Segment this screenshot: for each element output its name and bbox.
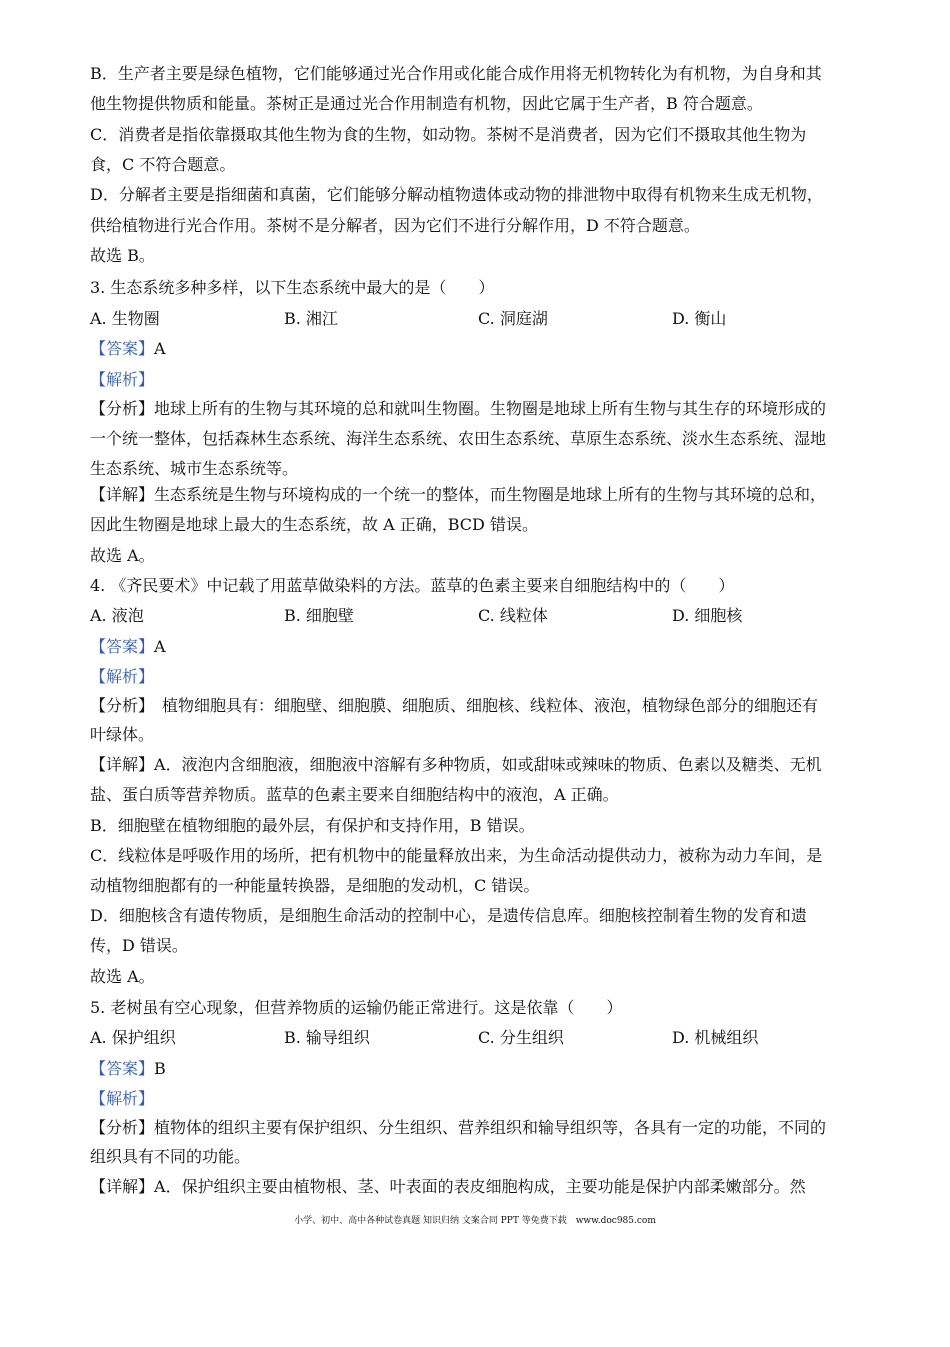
q4-option-b-explain: B．细胞壁在植物细胞的最外层，有保护和支持作用，B 错误。 <box>90 816 535 835</box>
q4-xiangjie-line1 <box>90 754 822 776</box>
q3-fenxi-line2: 一个统一整体，包括森林生态系统、海洋生态系统、农田生态系统、草原生态系统、淡水生态系统、湿地 <box>90 429 827 448</box>
q5-analysis-heading <box>90 1088 154 1110</box>
q3-fenxi-text: 地球上所有的生物与其环境的总和就叫生物圈。生物圈是地球上所有生物与其生存的环境形成的 <box>154 399 827 418</box>
prev-option-b-line1: B．生产者主要是绿色植物，它们能够通过光合作用或化能合成作用将无机物转化为有机物，为自身和其 <box>90 64 822 83</box>
analysis-tag: 【解析】 <box>90 667 155 686</box>
q5-option-b: B. 输导组织 <box>284 1028 370 1047</box>
q4-conclusion: 故选 A。 <box>90 967 155 986</box>
q5-stem: 5. 老树虽有空心现象，但营养物质的运输仍能正常进行。这是依靠（ ） <box>90 998 623 1017</box>
prev-option-c-line2: 食，C 不符合题意。 <box>90 155 236 174</box>
q3-fenxi-line1 <box>90 398 826 420</box>
q5-fenxi-line2: 组织具有不同的功能。 <box>90 1147 251 1166</box>
xiangjie-tag: 【详解】 <box>90 755 155 774</box>
q3-stem: 3. 生态系统多种多样，以下生态系统中最大的是（ ） <box>90 278 495 297</box>
q3-conclusion: 故选 A。 <box>90 546 155 565</box>
q5-fenxi-line1 <box>90 1117 826 1139</box>
q5-option-c: C. 分生组织 <box>478 1028 564 1047</box>
q4-answer <box>90 636 166 658</box>
prev-option-b-line2: 他生物提供物质和能量。茶树正是通过光合作用制造有机物，因此它属于生产者，B 符合题意。 <box>90 94 763 113</box>
prev-option-c-line1: C．消费者是指依靠摄取其他生物为食的生物，如动物。茶树不是消费者，因为它们不摄取其他生物为 <box>90 125 807 144</box>
answer-tag: 【答案】 <box>90 637 155 656</box>
q4-option-d: D. 细胞核 <box>672 606 743 625</box>
q3-answer-value: A <box>154 339 166 358</box>
q4-option-b: B. 细胞壁 <box>284 606 354 625</box>
q3-answer <box>90 338 166 360</box>
q4-xiangjie-text: A．液泡内含细胞液，细胞液中溶解有多种物质，如或甜味或辣味的物质、色素以及糖类、无机 <box>154 755 822 774</box>
q4-option-a: A. 液泡 <box>90 606 144 625</box>
q4-option-c-line2: 动植物细胞都有的一种能量转换器，是细胞的发动机，C 错误。 <box>90 876 540 895</box>
q4-fenxi-line2: 叶绿体。 <box>90 725 155 744</box>
q4-fenxi-text: 植物细胞具有：细胞壁、细胞膜、细胞质、细胞核、线粒体、液泡，植物绿色部分的细胞还有 <box>146 696 819 715</box>
q4-analysis-heading <box>90 666 154 688</box>
q3-xiangjie-line2: 因此生物圈是地球上最大的生态系统，故 A 正确，BCD 错误。 <box>90 515 538 534</box>
answer-tag: 【答案】 <box>90 1059 155 1078</box>
q4-fenxi-line1 <box>90 695 818 717</box>
q5-option-a: A. 保护组织 <box>90 1028 176 1047</box>
q5-answer-value: B <box>154 1059 166 1078</box>
fenxi-tag: 【分析】 <box>90 696 147 715</box>
q3-fenxi-line3: 生态系统、城市生态系统等。 <box>90 459 299 478</box>
fenxi-tag: 【分析】 <box>90 399 155 418</box>
analysis-tag: 【解析】 <box>90 1089 155 1108</box>
q3-xiangjie-text: 生态系统是生物与环境构成的一个统一的整体，而生物圈是地球上所有的生物与其环境的总和， <box>154 485 827 504</box>
answer-tag: 【答案】 <box>90 339 155 358</box>
q3-analysis-heading <box>90 369 154 391</box>
xiangjie-tag: 【详解】 <box>90 1177 155 1196</box>
q4-stem: 4. 《齐民要术》中记载了用蓝草做染料的方法。蓝草的色素主要来自细胞结构中的（ ） <box>90 576 735 595</box>
q5-xiangjie-text: A．保护组织主要由植物根、茎、叶表面的表皮细胞构成，主要功能是保护内部柔嫩部分。然 <box>154 1177 806 1196</box>
prev-conclusion: 故选 B。 <box>90 246 155 265</box>
q4-xiangjie-line2: 盐、蛋白质等营养物质。蓝草的色素主要来自细胞结构中的液泡，A 正确。 <box>90 785 619 804</box>
q4-option-c-line1: C．线粒体是呼吸作用的场所，把有机物中的能量释放出来，为生命活动提供动力，被称为动力车间，是 <box>90 846 823 865</box>
xiangjie-tag: 【详解】 <box>90 485 155 504</box>
prev-option-d-line2: 供给植物进行光合作用。茶树不是分解者，因为它们不进行分解作用，D 不符合题意。 <box>90 216 700 235</box>
q5-fenxi-text: 植物体的组织主要有保护组织、分生组织、营养组织和输导组织等，各具有一定的功能，不同的 <box>154 1118 827 1137</box>
q5-answer <box>90 1058 166 1080</box>
q3-option-d: D. 衡山 <box>672 309 727 328</box>
q4-option-d-line1: D．细胞核含有遗传物质，是细胞生命活动的控制中心，是遗传信息库。细胞核控制着生物的发育和遗 <box>90 906 807 925</box>
q4-option-c: C. 线粒体 <box>478 606 548 625</box>
q3-option-b: B. 湘江 <box>284 309 338 328</box>
q5-xiangjie-line1 <box>90 1176 806 1198</box>
q4-option-d-line2: 传，D 错误。 <box>90 936 188 955</box>
fenxi-tag: 【分析】 <box>90 1118 155 1137</box>
q3-option-c: C. 洞庭湖 <box>478 309 548 328</box>
page-footer: 小学、初中、高中各种试卷真题 知识归纳 文案合同 PPT 等免费下载 www.doc985.com <box>294 1216 656 1226</box>
q3-option-a: A. 生物圈 <box>90 309 160 328</box>
prev-option-d-line1: D．分解者主要是指细菌和真菌，它们能够分解动植物遗体或动物的排泄物中取得有机物来生成无机物， <box>90 185 823 204</box>
q4-answer-value: A <box>154 637 166 656</box>
q3-xiangjie-line1 <box>90 484 826 506</box>
q5-option-d: D. 机械组织 <box>672 1028 759 1047</box>
analysis-tag: 【解析】 <box>90 370 155 389</box>
